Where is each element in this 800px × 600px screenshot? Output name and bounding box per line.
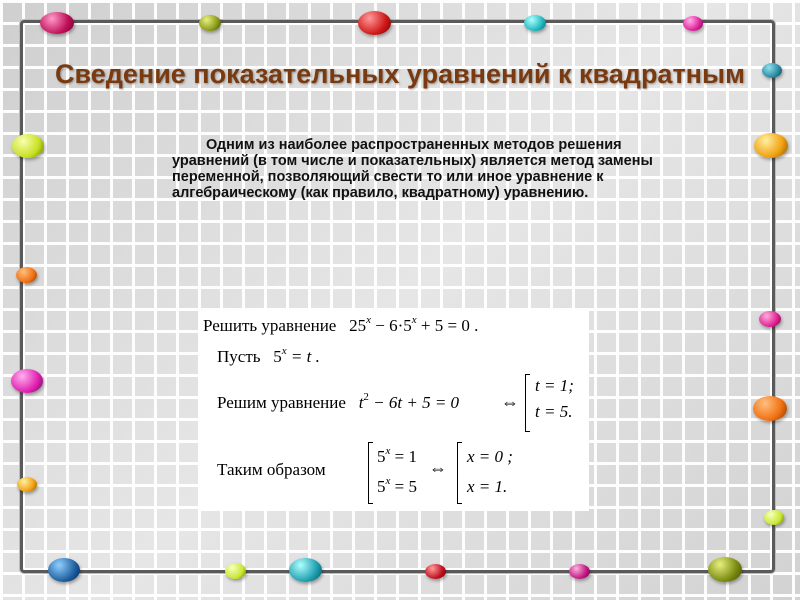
exp-eq-1: $5^x = 1$ [377, 445, 417, 466]
exponent: x [411, 314, 417, 326]
bead-decoration [708, 557, 742, 582]
bead-decoration [11, 369, 43, 393]
substitution-label: Пусть [217, 347, 261, 366]
system-bracket [525, 374, 530, 432]
exponential-system [377, 442, 417, 502]
substitution-end: = t . [286, 347, 320, 366]
bead-decoration [40, 12, 74, 34]
quadratic-t: t [358, 393, 364, 412]
quadratic-power: 2 [363, 391, 369, 403]
bead-decoration [759, 311, 781, 327]
bead-decoration [753, 396, 787, 421]
bead-decoration [754, 133, 788, 158]
exponent: x [281, 345, 287, 357]
substitution-line [217, 347, 320, 367]
quadratic-label: Решим уравнение [217, 393, 346, 412]
bead-decoration [225, 563, 246, 579]
bead-decoration [524, 15, 546, 31]
bead-decoration [425, 564, 446, 579]
t-solutions [535, 373, 574, 425]
system-bracket [457, 442, 462, 504]
substitution-base: 5 [273, 347, 282, 366]
t-solution-1: t = 1; [535, 376, 574, 395]
quadratic-rest: − 6t + 5 = 0 [368, 393, 460, 412]
x-solutions [467, 442, 513, 502]
bead-decoration [199, 15, 221, 31]
x-solution-2: x = 1. [467, 477, 508, 496]
exponent: x [366, 314, 371, 326]
math-solution-box [199, 311, 589, 511]
equation-statement [203, 316, 478, 336]
exp-eq-2: $5^x = 5$ [377, 475, 417, 496]
t-solution-2: t = 5. [535, 402, 573, 421]
intro-paragraph: Одним из наиболее распространенных методов решения уравнений (в том числе и показательных) является метод замены переменной, позволяющий свести то или иное уравнение к алгебраическому (как правило, квадратному) уравнению. [172, 137, 653, 201]
bead-decoration [762, 63, 782, 78]
quadratic-line [217, 393, 459, 413]
bead-decoration [358, 11, 391, 35]
bead-decoration [16, 267, 37, 283]
equation-middle: − 6·5 [371, 316, 412, 335]
bead-decoration [289, 558, 322, 582]
system-bracket [368, 442, 373, 504]
statement-label: Решить уравнение [203, 316, 337, 335]
bead-decoration [764, 510, 784, 525]
bead-decoration [683, 16, 703, 31]
bead-decoration [48, 558, 80, 582]
bead-decoration [17, 477, 37, 492]
equivalence-arrow: ⇔ [429, 458, 447, 478]
slide-title: Сведение показательных уравнений к квадратным [54, 59, 746, 89]
equation-base-25: 25 [349, 316, 367, 335]
conclusion-label: Таким образом [217, 460, 326, 479]
equation-end: + 5 = 0 . [416, 316, 479, 335]
equivalence-arrow: ⇔ [501, 392, 519, 412]
x-solution-1: x = 0 ; [467, 447, 513, 466]
bead-decoration [12, 134, 44, 158]
bead-decoration [569, 564, 590, 579]
